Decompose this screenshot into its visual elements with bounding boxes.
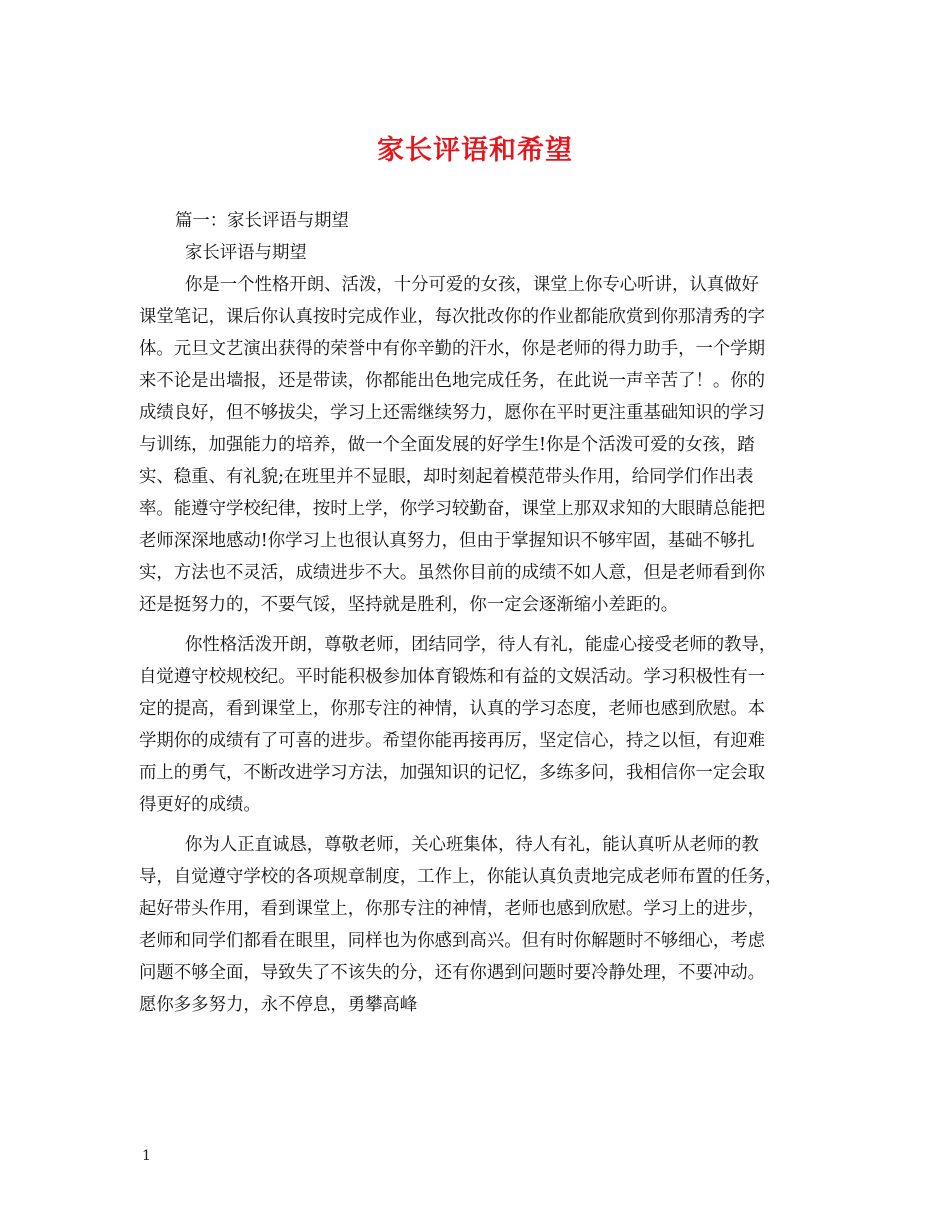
paragraph-line: 率。能遵守学校纪律，按时上学，你学习较勤奋，课堂上那双求知的大眼睛总能把 [139, 499, 766, 519]
paragraph-line: 愿你多多努力，永不停息，勇攀高峰 [139, 995, 418, 1015]
paragraph-line: 起好带头作用，看到课堂上，你那专注的神情，老师也感到欣慰。学习上的进步， [139, 899, 766, 919]
paragraph-line: 体。元旦文艺演出获得的荣誉中有你辛勤的汗水，你是老师的得力助手，一个学期 [139, 339, 766, 359]
paragraph-line: 学期你的成绩有了可喜的进步。希望你能再接再厉，坚定信心，持之以恒，有迎难 [139, 731, 766, 751]
paragraph-2 [139, 629, 815, 821]
paragraph-line: 得更好的成绩。 [139, 795, 261, 815]
document-body [139, 205, 815, 1021]
page-number: 1 [142, 1148, 151, 1164]
document-title: 家长评语和希望 [377, 135, 573, 166]
paragraph-line: 实，方法也不灵活，成绩进步不大。虽然你目前的成绩不如人意，但是老师看到你 [139, 563, 766, 583]
paragraph-3 [139, 829, 815, 1021]
paragraph-line: 还是挺努力的，不要气馁，坚持就是胜利，你一定会逐渐缩小差距的。 [139, 595, 679, 615]
paragraph-line: 课堂笔记，课后你认真按时完成作业，每次批改你的作业都能欣赏到你那清秀的字 [139, 307, 766, 327]
paragraph-line: 导，自觉遵守学校的各项规章制度，工作上，你能认真负责地完成老师布置的任务， [139, 867, 783, 887]
paragraph-line: 来不论是出墙报，还是带读，你都能出色地完成任务，在此说一声辛苦了！。你的 [139, 371, 766, 391]
subheading: 家长评语与期望 [185, 243, 307, 263]
paragraph-line: 实、稳重、有礼貌;在班里并不显眼，却时刻起着模范带头作用，给同学们作出表 [139, 467, 754, 487]
paragraph-line: 问题不够全面，导致失了不该失的分，还有你遇到问题时要冷静处理，不要冲动。 [139, 963, 766, 983]
section-heading: 篇一：家长评语与期望 [175, 211, 349, 231]
paragraph-line: 而上的勇气，不断改进学习方法，加强知识的记忆，多练多问，我相信你一定会取 [139, 763, 766, 783]
paragraph-line: 自觉遵守校规校纪。平时能积极参加体育锻炼和有益的文娱活动。学习积极性有一 [139, 667, 766, 687]
paragraph-line: 老师深深地感动!你学习上也很认真努力，但由于掌握知识不够牢固，基础不够扎 [139, 531, 755, 551]
paragraph-line: 与训练，加强能力的培养，做一个全面发展的好学生!你是个活泼可爱的女孩，踏 [139, 435, 755, 455]
paragraph-line: 你性格活泼开朗，尊敬老师，团结同学，待人有礼，能虚心接受老师的教导， [185, 635, 777, 655]
paragraph-line: 定的提高，看到课堂上，你那专注的神情，认真的学习态度，老师也感到欣慰。本 [139, 699, 766, 719]
paragraph-line: 你为人正直诚恳，尊敬老师，关心班集体，待人有礼，能认真听从老师的教 [185, 835, 759, 855]
paragraph-line: 你是一个性格开朗、活泼，十分可爱的女孩，课堂上你专心听讲，认真做好 [185, 275, 759, 295]
paragraph-line: 成绩良好，但不够拔尖，学习上还需继续努力，愿你在平时更注重基础知识的学习 [139, 403, 766, 423]
paragraph-1 [139, 269, 815, 621]
paragraph-line: 老师和同学们都看在眼里，同样也为你感到高兴。但有时你解题时不够细心，考虑 [139, 931, 766, 951]
